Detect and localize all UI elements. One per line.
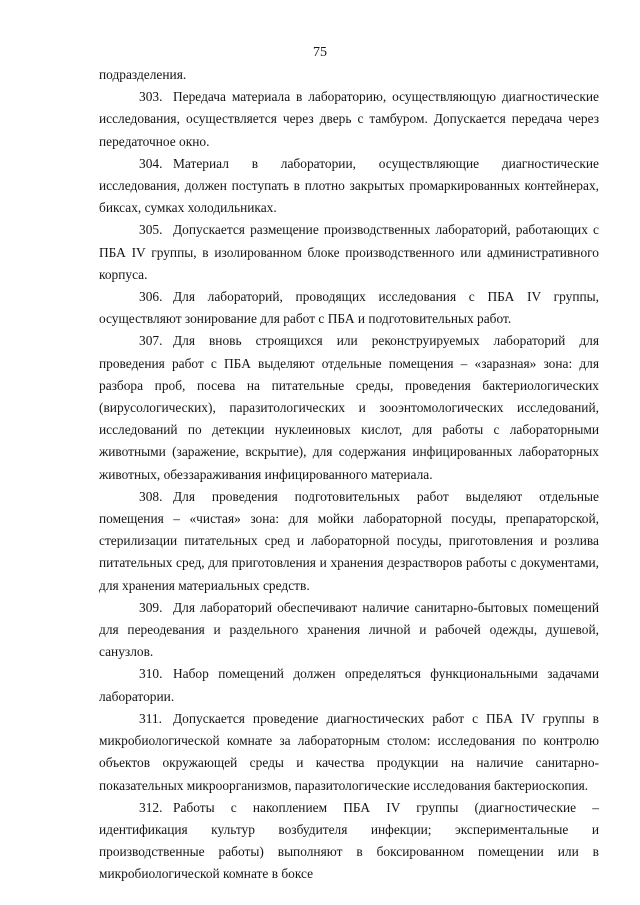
paragraph-number: 306. [139,289,163,305]
paragraph-text: Для вновь строящихся или реконструируемых лабораторий для проведения работ с ПБА выделяют отдельные помещения – «заразная» зона: для разбора проб, посева на питательные среды, проведения бактериологических (вирусологических), паразитологических и зооэнтомологических исследований, исследований по детекции нуклеиновых кислот, для работы с лабораторными животными (заражение, вскрытие), для содержания инфицированных лабораторных животных, обеззараживания инфицированного материала. [99,333,599,482]
paragraph-text: Для лабораторий, проводящих исследования с ПБА IV группы, осуществляют зонирование для работ с ПБА и подготовительных работ. [99,289,599,327]
page-number: 75 [313,45,327,60]
paragraph-text: Допускается размещение производственных лабораторий, работающих с ПБА IV группы, в изолированном блоке производственного или административного корпуса. [99,222,599,282]
paragraph-text: Для проведения подготовительных работ выделяют отдельные помещения – «чистая» зона: для мойки лабораторной посуды, препараторской, стерилизации питательных сред и лабораторной посуды, приготовления и розлива питательных сред, для приготовления и хранения дезрастворов работы с документами, для хранения материальных средств. [99,488,599,593]
paragraph-text: Допускается проведение диагностических работ с ПБА IV группы в микробиологической комнате за лабораторным столом: исследования по контролю объектов окружающей среды и качества продукции на наличие санитарно-показательных микроорганизмов, паразитологические исследования бактериоскопия. [99,710,599,793]
paragraph-number: 303. [139,89,163,105]
paragraph-number: 307. [139,333,163,349]
paragraph-text: Передача материала в лабораторию, осуществляющую диагностические исследования, осуществляется через дверь с тамбуром. Допускается передача через передаточное окно. [99,89,599,149]
paragraph-304 [99,153,599,220]
paragraph-number: 310. [139,666,163,682]
paragraph-text: Работы с накоплением ПБА IV группы (диагностические – идентификация культур возбудителя инфекции; экспериментальные и производственные работы) выполняют в боксированном помещении или в микробиологической комнате в боксе [99,799,599,882]
document-body [99,64,599,886]
paragraph-number: 305. [139,222,163,238]
paragraph-306 [99,286,599,330]
paragraph-311 [99,708,599,797]
paragraph-310 [99,663,599,707]
paragraph-number: 312. [139,799,163,815]
paragraph-text: Для лабораторий обеспечивают наличие санитарно-бытовых помещений для переодевания и раздельного хранения личной и рабочей одежды, душевой, санузлов. [99,599,599,660]
paragraph-number: 311. [139,710,162,726]
paragraph-309 [99,597,599,664]
paragraph-305 [99,219,599,286]
paragraph-number: 309. [139,599,163,615]
paragraph-303 [99,86,599,153]
paragraph-text: Материал в лаборатории, осуществляющие диагностические исследования, должен поступать в плотно закрытых промаркированных контейнерах, биксах, сумках холодильниках. [99,155,599,216]
paragraph-number: 304. [139,155,163,171]
paragraph-number: 308. [139,488,163,504]
paragraph-text: Набор помещений должен определяться функциональными задачами лаборатории. [99,666,599,704]
paragraph-307 [99,330,599,485]
paragraph-312 [99,797,599,886]
paragraph-308 [99,486,599,597]
continuation-text: подразделения. [99,67,187,82]
